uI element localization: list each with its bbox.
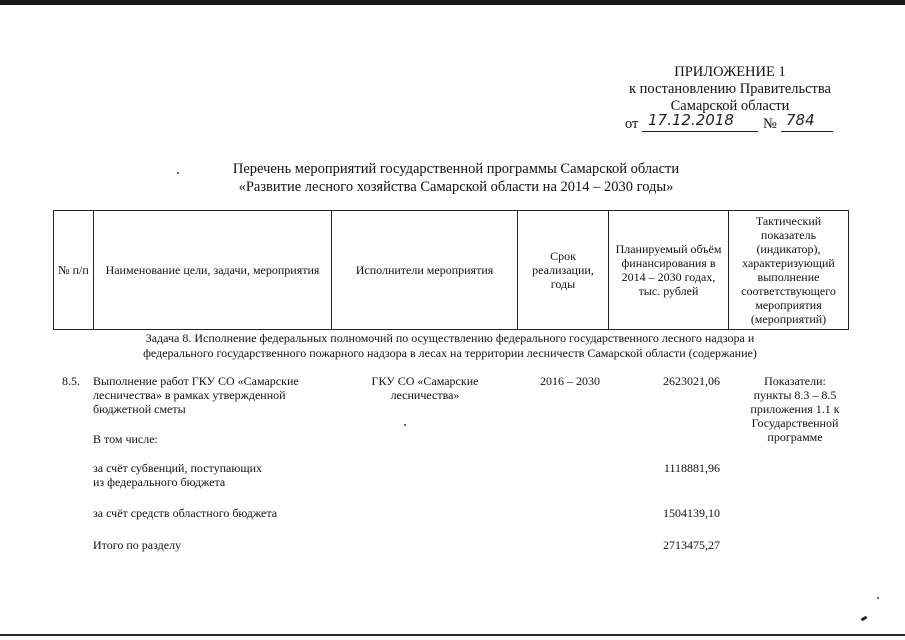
handwritten-number: 784 <box>786 111 815 129</box>
row-period: 2016 – 2030 <box>540 374 600 388</box>
sub-federal-label-line2: из федерального бюджета <box>93 475 226 489</box>
document-title-line1: Перечень мероприятий государственной программы Самарской области <box>232 161 680 177</box>
appendix-resolution-line: к постановлению Правительства <box>629 81 831 97</box>
row-name-line3: бюджетной сметы <box>93 402 186 416</box>
date-underline <box>642 131 758 132</box>
number-underline <box>781 131 833 132</box>
appendix-region-line: Самарской области <box>670 98 790 114</box>
total-amount: 2713475,27 <box>663 538 720 552</box>
row-indicator-line4: Государственной <box>751 416 839 430</box>
scan-speck <box>877 597 879 599</box>
row-number: 8.5. <box>62 374 80 388</box>
sub-federal-amount: 1118881,96 <box>663 461 720 475</box>
number-prefix: № <box>763 116 777 132</box>
row-indicator-line1: Показатели: <box>764 374 826 388</box>
appendix-heading: ПРИЛОЖЕНИЕ 1 <box>674 64 786 80</box>
sub-regional-amount: 1504139,10 <box>663 506 720 520</box>
header-period: Срок реализации, годы <box>518 211 609 330</box>
header-executors: Исполнители мероприятия <box>332 211 518 330</box>
row-amount: 2623021,06 <box>663 374 720 388</box>
document-title-line2: «Развитие лесного хозяйства Самарской области на 2014 – 2030 годы» <box>238 179 674 195</box>
row-executor-line2: лесничества» <box>390 388 460 402</box>
header-indicator: Тактический показатель (индикатор), характеризующий выполнение соответствующего мероприятия (мероприятий) <box>729 211 849 330</box>
row-name-line1: Выполнение работ ГКУ СО «Самарские <box>93 374 299 388</box>
top-border-rule <box>0 0 905 5</box>
row-indicator-line5: программе <box>767 430 823 444</box>
header-number: № п/п <box>54 211 94 330</box>
scan-speck <box>404 424 406 426</box>
task-line1: Задача 8. Исполнение федеральных полномочий по осуществлению федерального государственного лесного надзора и <box>145 331 755 345</box>
row-indicator-line3: приложения 1.1 к <box>750 402 840 416</box>
sub-regional-label: за счёт средств областного бюджета <box>93 506 278 520</box>
scan-speck <box>177 172 179 174</box>
handwritten-date: 17.12.2018 <box>648 111 734 129</box>
row-indicator-line2: пункты 8.3 – 8.5 <box>753 388 837 402</box>
date-prefix: от <box>625 116 639 132</box>
row-executor-line1: ГКУ СО «Самарские <box>371 374 479 388</box>
row-including-label: В том числе: <box>93 432 158 446</box>
sub-federal-label-line1: за счёт субвенций, поступающих <box>93 461 262 475</box>
task-line2: федерального государственного пожарного надзора в лесах на территории лесничеств Самарской области (содержание) <box>143 346 757 360</box>
bottom-border-rule <box>0 634 905 636</box>
table-header <box>53 210 849 330</box>
scan-speck <box>861 616 868 622</box>
header-name: Наименование цели, задачи, мероприятия <box>94 211 332 330</box>
header-funding: Планируемый объём финансирования в 2014 – 2030 годах, тыс. рублей <box>609 211 729 330</box>
row-name-line2: лесничества» в рамках утвержденной <box>93 388 286 402</box>
total-label: Итого по разделу <box>93 538 182 552</box>
